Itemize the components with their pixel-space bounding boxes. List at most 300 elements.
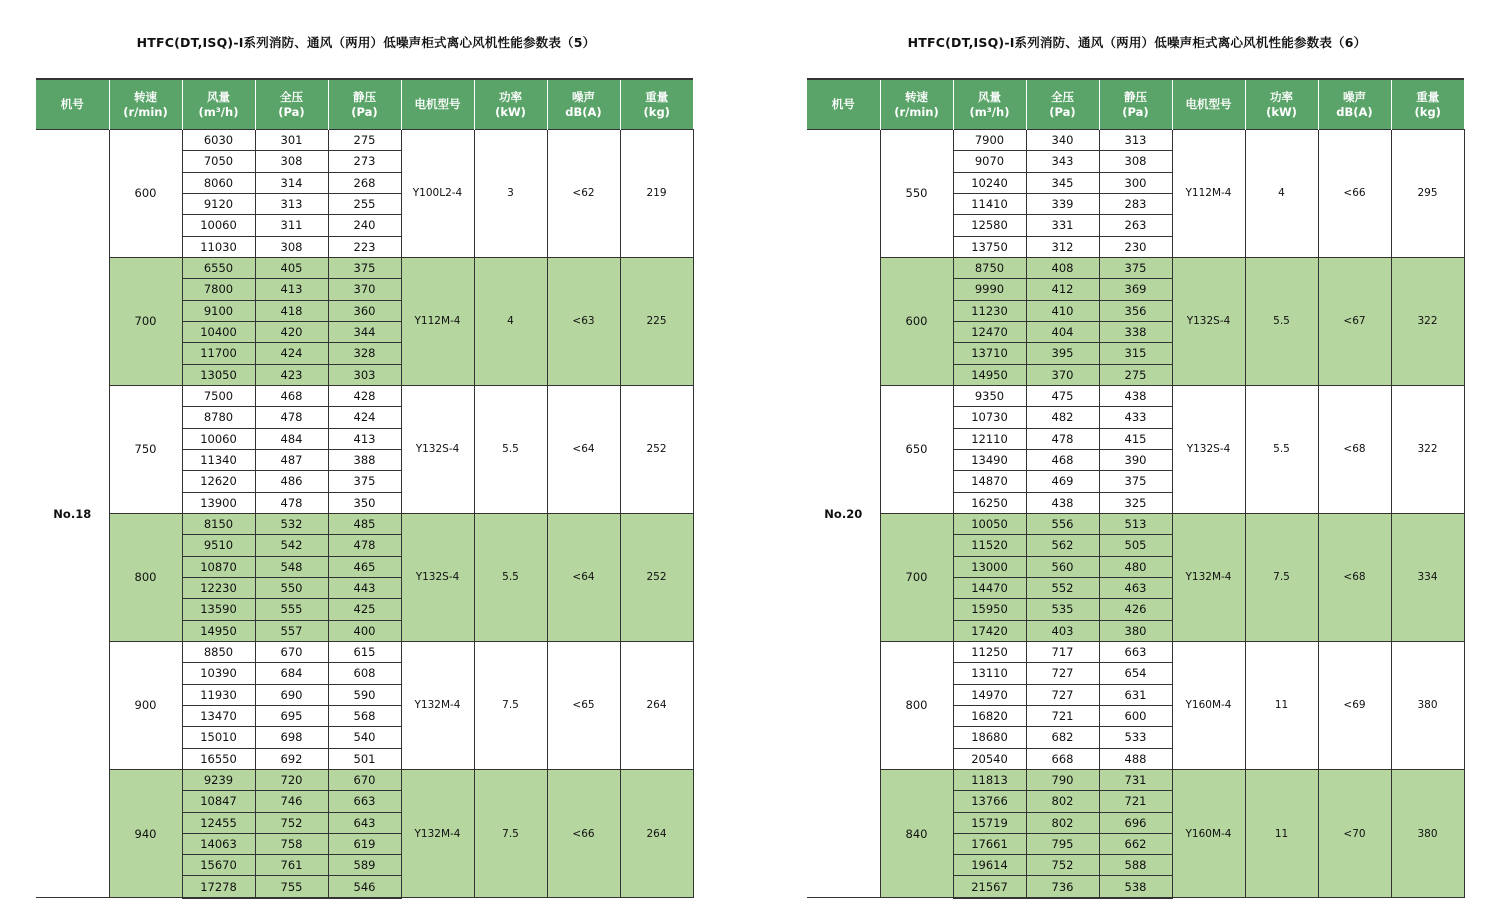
header-line: 功率 bbox=[499, 89, 522, 104]
total-pressure-cell: 345 bbox=[1026, 172, 1099, 193]
static-pressure-cell: 731 bbox=[1099, 769, 1172, 790]
power-cell: 4 bbox=[1245, 130, 1318, 258]
flow-cell: 12470 bbox=[953, 321, 1026, 342]
motor-cell: Y112M-4 bbox=[1172, 130, 1245, 258]
flow-cell: 7050 bbox=[182, 151, 255, 172]
total-pressure-cell: 755 bbox=[255, 876, 328, 898]
flow-cell: 12580 bbox=[953, 215, 1026, 236]
speed-cell: 600 bbox=[109, 130, 182, 258]
static-pressure-cell: 478 bbox=[328, 535, 401, 556]
static-pressure-cell: 424 bbox=[328, 407, 401, 428]
flow-cell: 11250 bbox=[953, 641, 1026, 662]
flow-cell: 11230 bbox=[953, 300, 1026, 321]
total-pressure-cell: 560 bbox=[1026, 556, 1099, 577]
static-pressure-cell: 540 bbox=[328, 727, 401, 748]
weight-cell: 380 bbox=[1391, 769, 1464, 897]
flow-cell: 9350 bbox=[953, 385, 1026, 406]
total-pressure-cell: 418 bbox=[255, 300, 328, 321]
motor-cell: Y112M-4 bbox=[401, 257, 474, 385]
static-pressure-cell: 338 bbox=[1099, 321, 1172, 342]
performance-table bbox=[807, 78, 1465, 899]
performance-table bbox=[36, 78, 694, 899]
total-pressure-cell: 424 bbox=[255, 343, 328, 364]
total-pressure-cell: 698 bbox=[255, 727, 328, 748]
flow-cell: 15719 bbox=[953, 812, 1026, 833]
static-pressure-cell: 388 bbox=[328, 449, 401, 470]
motor-cell: Y132M-4 bbox=[401, 641, 474, 769]
flow-cell: 14950 bbox=[182, 620, 255, 641]
flow-cell: 11340 bbox=[182, 449, 255, 470]
table-row bbox=[807, 513, 1464, 534]
static-pressure-cell: 533 bbox=[1099, 727, 1172, 748]
noise-cell: <65 bbox=[547, 641, 620, 769]
total-pressure-cell: 343 bbox=[1026, 151, 1099, 172]
flow-cell: 6030 bbox=[182, 130, 255, 151]
motor-cell: Y132S-4 bbox=[401, 385, 474, 513]
flow-cell: 13000 bbox=[953, 556, 1026, 577]
flow-cell: 7500 bbox=[182, 385, 255, 406]
total-pressure-cell: 684 bbox=[255, 663, 328, 684]
total-pressure-cell: 727 bbox=[1026, 684, 1099, 705]
static-pressure-cell: 538 bbox=[1099, 876, 1172, 898]
static-pressure-cell: 670 bbox=[328, 769, 401, 790]
static-pressure-cell: 631 bbox=[1099, 684, 1172, 705]
static-pressure-cell: 590 bbox=[328, 684, 401, 705]
header-speed bbox=[109, 79, 182, 130]
power-cell: 5.5 bbox=[1245, 385, 1318, 513]
total-pressure-cell: 410 bbox=[1026, 300, 1099, 321]
total-pressure-cell: 484 bbox=[255, 428, 328, 449]
table-row bbox=[36, 385, 693, 406]
header-static-pressure bbox=[328, 79, 401, 130]
speed-cell: 900 bbox=[109, 641, 182, 769]
power-cell: 5.5 bbox=[474, 513, 547, 641]
header-line: (r/min) bbox=[894, 104, 939, 119]
flow-cell: 12110 bbox=[953, 428, 1026, 449]
flow-cell: 11930 bbox=[182, 684, 255, 705]
table-row bbox=[807, 769, 1464, 790]
total-pressure-cell: 555 bbox=[255, 599, 328, 620]
flow-cell: 12230 bbox=[182, 577, 255, 598]
header-row bbox=[36, 79, 693, 130]
total-pressure-cell: 668 bbox=[1026, 748, 1099, 769]
static-pressure-cell: 600 bbox=[1099, 705, 1172, 726]
header-line: (r/min) bbox=[123, 104, 168, 119]
static-pressure-cell: 480 bbox=[1099, 556, 1172, 577]
flow-cell: 11410 bbox=[953, 193, 1026, 214]
noise-cell: <67 bbox=[1318, 257, 1391, 385]
speed-cell: 840 bbox=[880, 769, 953, 897]
header-line: (kg) bbox=[1414, 104, 1441, 119]
weight-cell: 264 bbox=[620, 641, 693, 769]
flow-cell: 14970 bbox=[953, 684, 1026, 705]
flow-cell: 18680 bbox=[953, 727, 1026, 748]
static-pressure-cell: 375 bbox=[1099, 257, 1172, 278]
header-line: 风量 bbox=[207, 89, 230, 104]
static-pressure-cell: 344 bbox=[328, 321, 401, 342]
header-flow bbox=[182, 79, 255, 130]
static-pressure-cell: 380 bbox=[1099, 620, 1172, 641]
flow-cell: 13590 bbox=[182, 599, 255, 620]
table-row bbox=[36, 769, 693, 790]
flow-cell: 13490 bbox=[953, 449, 1026, 470]
total-pressure-cell: 478 bbox=[1026, 428, 1099, 449]
flow-cell: 13470 bbox=[182, 705, 255, 726]
total-pressure-cell: 552 bbox=[1026, 577, 1099, 598]
flow-cell: 10730 bbox=[953, 407, 1026, 428]
static-pressure-cell: 223 bbox=[328, 236, 401, 257]
static-pressure-cell: 443 bbox=[328, 577, 401, 598]
speed-cell: 940 bbox=[109, 769, 182, 897]
weight-cell: 264 bbox=[620, 769, 693, 897]
header-line: 功率 bbox=[1270, 89, 1293, 104]
total-pressure-cell: 487 bbox=[255, 449, 328, 470]
static-pressure-cell: 546 bbox=[328, 876, 401, 898]
static-pressure-cell: 415 bbox=[1099, 428, 1172, 449]
total-pressure-cell: 339 bbox=[1026, 193, 1099, 214]
header-line: 全压 bbox=[1051, 89, 1074, 104]
total-pressure-cell: 482 bbox=[1026, 407, 1099, 428]
total-pressure-cell: 670 bbox=[255, 641, 328, 662]
weight-cell: 322 bbox=[1391, 385, 1464, 513]
header-line: 静压 bbox=[353, 89, 376, 104]
static-pressure-cell: 325 bbox=[1099, 492, 1172, 513]
header-line: (Pa) bbox=[1049, 104, 1076, 119]
static-pressure-cell: 438 bbox=[1099, 385, 1172, 406]
flow-cell: 11813 bbox=[953, 769, 1026, 790]
header-flow bbox=[953, 79, 1026, 130]
motor-cell: Y132S-4 bbox=[1172, 257, 1245, 385]
header-line: 全压 bbox=[280, 89, 303, 104]
motor-cell: Y100L2-4 bbox=[401, 130, 474, 258]
static-pressure-cell: 465 bbox=[328, 556, 401, 577]
static-pressure-cell: 426 bbox=[1099, 599, 1172, 620]
flow-cell: 10390 bbox=[182, 663, 255, 684]
weight-cell: 225 bbox=[620, 257, 693, 385]
table-row bbox=[807, 257, 1464, 278]
flow-cell: 9990 bbox=[953, 279, 1026, 300]
static-pressure-cell: 643 bbox=[328, 812, 401, 833]
header-line: (m³/h) bbox=[969, 104, 1010, 119]
total-pressure-cell: 752 bbox=[1026, 855, 1099, 876]
weight-cell: 252 bbox=[620, 513, 693, 641]
header-line: dB(A) bbox=[565, 104, 602, 119]
flow-cell: 16250 bbox=[953, 492, 1026, 513]
static-pressure-cell: 313 bbox=[1099, 130, 1172, 151]
static-pressure-cell: 463 bbox=[1099, 577, 1172, 598]
header-line: 转速 bbox=[134, 89, 157, 104]
flow-cell: 10847 bbox=[182, 791, 255, 812]
noise-cell: <68 bbox=[1318, 385, 1391, 513]
static-pressure-cell: 300 bbox=[1099, 172, 1172, 193]
total-pressure-cell: 695 bbox=[255, 705, 328, 726]
header-motor bbox=[1172, 79, 1245, 130]
static-pressure-cell: 485 bbox=[328, 513, 401, 534]
flow-cell: 20540 bbox=[953, 748, 1026, 769]
static-pressure-cell: 255 bbox=[328, 193, 401, 214]
static-pressure-cell: 275 bbox=[328, 130, 401, 151]
weight-cell: 295 bbox=[1391, 130, 1464, 258]
flow-cell: 13710 bbox=[953, 343, 1026, 364]
total-pressure-cell: 682 bbox=[1026, 727, 1099, 748]
motor-cell: Y160M-4 bbox=[1172, 641, 1245, 769]
total-pressure-cell: 795 bbox=[1026, 833, 1099, 854]
header-total-pressure bbox=[255, 79, 328, 130]
flow-cell: 14870 bbox=[953, 471, 1026, 492]
flow-cell: 13766 bbox=[953, 791, 1026, 812]
total-pressure-cell: 486 bbox=[255, 471, 328, 492]
static-pressure-cell: 370 bbox=[328, 279, 401, 300]
flow-cell: 8780 bbox=[182, 407, 255, 428]
header-line: (Pa) bbox=[278, 104, 305, 119]
flow-cell: 9510 bbox=[182, 535, 255, 556]
total-pressure-cell: 720 bbox=[255, 769, 328, 790]
total-pressure-cell: 478 bbox=[255, 492, 328, 513]
static-pressure-cell: 488 bbox=[1099, 748, 1172, 769]
flow-cell: 21567 bbox=[953, 876, 1026, 898]
flow-cell: 10060 bbox=[182, 215, 255, 236]
flow-cell: 14950 bbox=[953, 364, 1026, 385]
header-power bbox=[474, 79, 547, 130]
total-pressure-cell: 478 bbox=[255, 407, 328, 428]
header-line: 噪声 bbox=[1343, 89, 1366, 104]
weight-cell: 334 bbox=[1391, 513, 1464, 641]
total-pressure-cell: 405 bbox=[255, 257, 328, 278]
total-pressure-cell: 758 bbox=[255, 833, 328, 854]
total-pressure-cell: 690 bbox=[255, 684, 328, 705]
weight-cell: 219 bbox=[620, 130, 693, 258]
speed-cell: 800 bbox=[109, 513, 182, 641]
total-pressure-cell: 802 bbox=[1026, 812, 1099, 833]
flow-cell: 10240 bbox=[953, 172, 1026, 193]
flow-cell: 9239 bbox=[182, 769, 255, 790]
total-pressure-cell: 717 bbox=[1026, 641, 1099, 662]
total-pressure-cell: 468 bbox=[255, 385, 328, 406]
flow-cell: 15950 bbox=[953, 599, 1026, 620]
motor-cell: Y132S-4 bbox=[1172, 385, 1245, 513]
machine-number: No.20 bbox=[807, 130, 880, 898]
total-pressure-cell: 752 bbox=[255, 812, 328, 833]
flow-cell: 13750 bbox=[953, 236, 1026, 257]
flow-cell: 8060 bbox=[182, 172, 255, 193]
static-pressure-cell: 721 bbox=[1099, 791, 1172, 812]
total-pressure-cell: 420 bbox=[255, 321, 328, 342]
static-pressure-cell: 588 bbox=[1099, 855, 1172, 876]
noise-cell: <68 bbox=[1318, 513, 1391, 641]
total-pressure-cell: 308 bbox=[255, 151, 328, 172]
flow-cell: 10060 bbox=[182, 428, 255, 449]
noise-cell: <70 bbox=[1318, 769, 1391, 897]
total-pressure-cell: 301 bbox=[255, 130, 328, 151]
motor-cell: Y132M-4 bbox=[1172, 513, 1245, 641]
static-pressure-cell: 619 bbox=[328, 833, 401, 854]
static-pressure-cell: 275 bbox=[1099, 364, 1172, 385]
header-weight bbox=[620, 79, 693, 130]
static-pressure-cell: 375 bbox=[328, 471, 401, 492]
total-pressure-cell: 562 bbox=[1026, 535, 1099, 556]
total-pressure-cell: 314 bbox=[255, 172, 328, 193]
total-pressure-cell: 736 bbox=[1026, 876, 1099, 898]
flow-cell: 7800 bbox=[182, 279, 255, 300]
header-speed bbox=[880, 79, 953, 130]
static-pressure-cell: 308 bbox=[1099, 151, 1172, 172]
table-row bbox=[807, 130, 1464, 151]
flow-cell: 8850 bbox=[182, 641, 255, 662]
motor-cell: Y132M-4 bbox=[401, 769, 474, 897]
flow-cell: 15010 bbox=[182, 727, 255, 748]
power-cell: 5.5 bbox=[474, 385, 547, 513]
header-line: (kW) bbox=[1266, 104, 1297, 119]
total-pressure-cell: 331 bbox=[1026, 215, 1099, 236]
speed-cell: 550 bbox=[880, 130, 953, 258]
header-line: (kg) bbox=[643, 104, 670, 119]
static-pressure-cell: 315 bbox=[1099, 343, 1172, 364]
total-pressure-cell: 438 bbox=[1026, 492, 1099, 513]
flow-cell: 10050 bbox=[953, 513, 1026, 534]
power-cell: 7.5 bbox=[474, 641, 547, 769]
noise-cell: <64 bbox=[547, 513, 620, 641]
flow-cell: 14470 bbox=[953, 577, 1026, 598]
static-pressure-cell: 654 bbox=[1099, 663, 1172, 684]
weight-cell: 322 bbox=[1391, 257, 1464, 385]
noise-cell: <69 bbox=[1318, 641, 1391, 769]
static-pressure-cell: 369 bbox=[1099, 279, 1172, 300]
header-static-pressure bbox=[1099, 79, 1172, 130]
header-line: 风量 bbox=[978, 89, 1001, 104]
total-pressure-cell: 370 bbox=[1026, 364, 1099, 385]
header-line: 重量 bbox=[1416, 89, 1440, 104]
total-pressure-cell: 395 bbox=[1026, 343, 1099, 364]
noise-cell: <63 bbox=[547, 257, 620, 385]
flow-cell: 10870 bbox=[182, 556, 255, 577]
total-pressure-cell: 556 bbox=[1026, 513, 1099, 534]
table-row bbox=[36, 257, 693, 278]
header-line: dB(A) bbox=[1336, 104, 1373, 119]
header-row bbox=[807, 79, 1464, 130]
header-line: 机号 bbox=[60, 97, 84, 111]
total-pressure-cell: 340 bbox=[1026, 130, 1099, 151]
header-line: (m³/h) bbox=[198, 104, 239, 119]
speed-cell: 700 bbox=[109, 257, 182, 385]
total-pressure-cell: 469 bbox=[1026, 471, 1099, 492]
static-pressure-cell: 390 bbox=[1099, 449, 1172, 470]
header-machine bbox=[36, 79, 109, 130]
power-cell: 3 bbox=[474, 130, 547, 258]
table-row bbox=[36, 513, 693, 534]
flow-cell: 11700 bbox=[182, 343, 255, 364]
flow-cell: 8150 bbox=[182, 513, 255, 534]
motor-cell: Y160M-4 bbox=[1172, 769, 1245, 897]
flow-cell: 9100 bbox=[182, 300, 255, 321]
header-weight bbox=[1391, 79, 1464, 130]
header-machine bbox=[807, 79, 880, 130]
power-cell: 11 bbox=[1245, 769, 1318, 897]
noise-cell: <64 bbox=[547, 385, 620, 513]
flow-cell: 17420 bbox=[953, 620, 1026, 641]
flow-cell: 9070 bbox=[953, 151, 1026, 172]
flow-cell: 16820 bbox=[953, 705, 1026, 726]
total-pressure-cell: 790 bbox=[1026, 769, 1099, 790]
header-motor bbox=[401, 79, 474, 130]
speed-cell: 600 bbox=[880, 257, 953, 385]
flow-cell: 17278 bbox=[182, 876, 255, 898]
power-cell: 11 bbox=[1245, 641, 1318, 769]
total-pressure-cell: 475 bbox=[1026, 385, 1099, 406]
total-pressure-cell: 761 bbox=[255, 855, 328, 876]
header-line: 静压 bbox=[1124, 89, 1147, 104]
static-pressure-cell: 433 bbox=[1099, 407, 1172, 428]
static-pressure-cell: 283 bbox=[1099, 193, 1172, 214]
static-pressure-cell: 589 bbox=[328, 855, 401, 876]
header-line: 重量 bbox=[645, 89, 669, 104]
speed-cell: 650 bbox=[880, 385, 953, 513]
power-cell: 4 bbox=[474, 257, 547, 385]
total-pressure-cell: 802 bbox=[1026, 791, 1099, 812]
power-cell: 7.5 bbox=[474, 769, 547, 897]
header-line: 电机型号 bbox=[414, 97, 461, 111]
total-pressure-cell: 413 bbox=[255, 279, 328, 300]
header-noise bbox=[547, 79, 620, 130]
static-pressure-cell: 413 bbox=[328, 428, 401, 449]
static-pressure-cell: 268 bbox=[328, 172, 401, 193]
static-pressure-cell: 350 bbox=[328, 492, 401, 513]
static-pressure-cell: 608 bbox=[328, 663, 401, 684]
static-pressure-cell: 360 bbox=[328, 300, 401, 321]
static-pressure-cell: 568 bbox=[328, 705, 401, 726]
static-pressure-cell: 328 bbox=[328, 343, 401, 364]
flow-cell: 19614 bbox=[953, 855, 1026, 876]
header-line: (Pa) bbox=[1122, 104, 1149, 119]
static-pressure-cell: 505 bbox=[1099, 535, 1172, 556]
total-pressure-cell: 746 bbox=[255, 791, 328, 812]
speed-cell: 800 bbox=[880, 641, 953, 769]
static-pressure-cell: 375 bbox=[328, 257, 401, 278]
flow-cell: 13110 bbox=[953, 663, 1026, 684]
flow-cell: 10400 bbox=[182, 321, 255, 342]
machine-number: No.18 bbox=[36, 130, 109, 898]
flow-cell: 17661 bbox=[953, 833, 1026, 854]
header-line: 噪声 bbox=[572, 89, 595, 104]
flow-cell: 8750 bbox=[953, 257, 1026, 278]
static-pressure-cell: 425 bbox=[328, 599, 401, 620]
static-pressure-cell: 513 bbox=[1099, 513, 1172, 534]
static-pressure-cell: 662 bbox=[1099, 833, 1172, 854]
static-pressure-cell: 696 bbox=[1099, 812, 1172, 833]
flow-cell: 13050 bbox=[182, 364, 255, 385]
header-line: 电机型号 bbox=[1185, 97, 1232, 111]
total-pressure-cell: 308 bbox=[255, 236, 328, 257]
total-pressure-cell: 535 bbox=[1026, 599, 1099, 620]
total-pressure-cell: 408 bbox=[1026, 257, 1099, 278]
header-power bbox=[1245, 79, 1318, 130]
table-row bbox=[36, 641, 693, 662]
static-pressure-cell: 356 bbox=[1099, 300, 1172, 321]
static-pressure-cell: 428 bbox=[328, 385, 401, 406]
header-noise bbox=[1318, 79, 1391, 130]
noise-cell: <62 bbox=[547, 130, 620, 258]
header-line: (kW) bbox=[495, 104, 526, 119]
static-pressure-cell: 375 bbox=[1099, 471, 1172, 492]
flow-cell: 6550 bbox=[182, 257, 255, 278]
static-pressure-cell: 663 bbox=[328, 791, 401, 812]
speed-cell: 750 bbox=[109, 385, 182, 513]
total-pressure-cell: 404 bbox=[1026, 321, 1099, 342]
flow-cell: 7900 bbox=[953, 130, 1026, 151]
static-pressure-cell: 615 bbox=[328, 641, 401, 662]
flow-cell: 16550 bbox=[182, 748, 255, 769]
total-pressure-cell: 692 bbox=[255, 748, 328, 769]
total-pressure-cell: 721 bbox=[1026, 705, 1099, 726]
